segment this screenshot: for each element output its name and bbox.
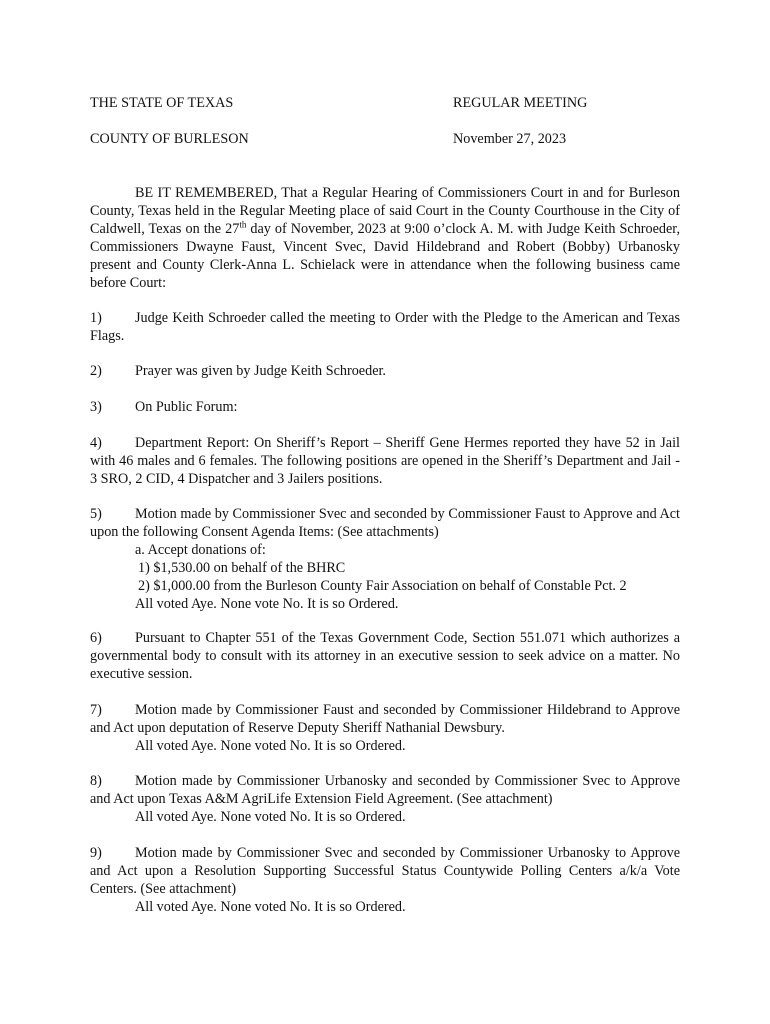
item-text: Department Report: On Sheriff’s Report – Sheriff Gene Hermes reported they have 52 in Jail with 46 males and 6 females. The following positions are opened in the Sheriff’s Department and Jail - 3 SRO, 2 CID, 4 Dispatcher and 3 Jailers positions. [90, 435, 680, 487]
item-text: Prayer was given by Judge Keith Schroeder. [135, 363, 386, 379]
state-heading: THE STATE OF TEXAS [90, 95, 234, 111]
item-number: 6) [90, 630, 102, 646]
item-number: 4) [90, 435, 102, 451]
donation-2: 2) $1,000.00 from the Burleson County Fair Association on behalf of Constable Pct. 2 [138, 578, 627, 594]
item-text: Motion made by Commissioner Faust and seconded by Commissioner Hildebrand to Approve and Act upon deputation of Reserve Deputy Sheriff Nathanial Dewsbury. [90, 702, 680, 736]
intro-paragraph: BE IT REMEMBERED, That a Regular Hearing of Commissioners Court in and for Burleson County, Texas held in the Regular Meeting place of said Court in the County Courthouse in the City of Caldwell, Texas on the 27th day of November, 2023 at 9:00 o’clock A. M. with Judge Keith Schroeder, Commissioners Dwayne Faust, Vincent Svec, David Hildebrand and Robert (Bobby) Urbanosky present and County Clerk-Anna L. Schielack were in attendance when the following business came before Court: [90, 185, 681, 291]
donation-1: 1) $1,530.00 on behalf of the BHRC [138, 560, 346, 576]
item-6 [90, 629, 680, 683]
item-text: Motion made by Commissioner Svec and seconded by Commissioner Urbanosky to Approve and Act upon a Resolution Supporting Successful Status Countywide Polling Centers a/k/a Vote Centers. (See attachment) [90, 845, 680, 897]
item-1 [90, 309, 680, 345]
item-number: 9) [90, 845, 102, 861]
county-heading: COUNTY OF BURLESON [90, 131, 249, 147]
item-text: On Public Forum: [135, 399, 238, 415]
vote-result: All voted Aye. None vote No. It is so Ordered. [135, 596, 399, 612]
item-2 [90, 362, 680, 380]
item-3 [90, 398, 680, 416]
item-text: Judge Keith Schroeder called the meeting to Order with the Pledge to the American and Texas Flags. [90, 310, 680, 344]
item-number: 7) [90, 702, 102, 718]
item-8 [90, 772, 680, 826]
item-number: 5) [90, 506, 102, 522]
vote-result: All voted Aye. None voted No. It is so Ordered. [135, 738, 406, 754]
meeting-type-heading: REGULAR MEETING [453, 95, 588, 111]
item-number: 2) [90, 363, 102, 379]
meeting-date: November 27, 2023 [453, 131, 567, 147]
vote-result: All voted Aye. None voted No. It is so Ordered. [135, 899, 406, 915]
item-text: Motion made by Commissioner Urbanosky and seconded by Commissioner Svec to Approve and Act upon Texas A&M AgriLife Extension Field Agreement. (See attachment) [90, 773, 680, 807]
item-text: Pursuant to Chapter 551 of the Texas Government Code, Section 551.071 which authorizes a governmental body to consult with its attorney in an executive session to seek advice on a matter. No executive session. [90, 630, 680, 682]
item-text: Motion made by Commissioner Svec and seconded by Commissioner Faust to Approve and Act upon the following Consent Agenda Items: (See attachments) [90, 506, 680, 540]
item-7 [90, 701, 680, 755]
consent-subitem-a: a. Accept donations of: [135, 542, 266, 558]
item-number: 3) [90, 399, 102, 415]
item-5 [90, 505, 680, 613]
item-number: 1) [90, 310, 102, 326]
item-number: 8) [90, 773, 102, 789]
item-9 [90, 844, 680, 916]
item-4 [90, 434, 680, 488]
vote-result: All voted Aye. None voted No. It is so Ordered. [135, 809, 406, 825]
